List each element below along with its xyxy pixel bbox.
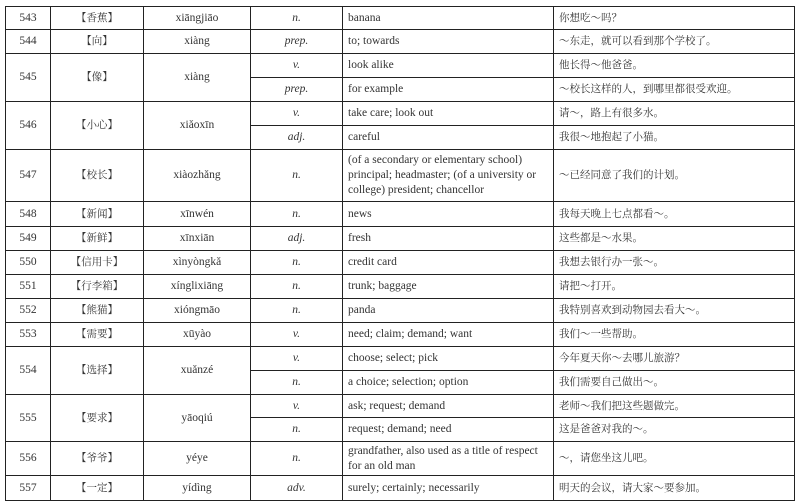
definition: trunk; baggage xyxy=(343,275,554,299)
part-of-speech: n. xyxy=(251,299,343,323)
definition: to; towards xyxy=(343,30,554,54)
table-row xyxy=(6,227,795,251)
part-of-speech: prep. xyxy=(251,78,343,102)
definition: need; claim; demand; want xyxy=(343,323,554,347)
entry-number: 544 xyxy=(6,30,51,54)
entry-pinyin: xīnxiān xyxy=(144,227,251,251)
example-sentence: ～东走，就可以看到那个学校了。 xyxy=(554,30,795,54)
example-sentence: 我们～一些帮助。 xyxy=(554,323,795,347)
table-row xyxy=(6,395,795,418)
entry-number: 543 xyxy=(6,7,51,30)
entry-pinyin: xiàng xyxy=(144,54,251,102)
entry-number: 554 xyxy=(6,347,51,395)
entry-number: 552 xyxy=(6,299,51,323)
entry-word: 【向】 xyxy=(51,30,144,54)
definition: (of a secondary or elementary school) principal; headmaster; (of a university or college) president; chancellor xyxy=(343,150,554,202)
example-sentence: 他长得～他爸爸。 xyxy=(554,54,795,78)
example-sentence: 明天的会议，请大家～要参加。 xyxy=(554,476,795,501)
entry-pinyin: xiàozhǎng xyxy=(144,150,251,202)
vocabulary-table-body xyxy=(6,7,795,501)
example-sentence: 这是爸爸对我的～。 xyxy=(554,418,795,442)
entry-word: 【需要】 xyxy=(51,323,144,347)
example-sentence: 我们需要自己做出～。 xyxy=(554,371,795,395)
example-sentence: 我特别喜欢到动物园去看大～。 xyxy=(554,299,795,323)
entry-pinyin: xínglixiāng xyxy=(144,275,251,299)
entry-number: 548 xyxy=(6,202,51,227)
table-row xyxy=(6,251,795,275)
definition: look alike xyxy=(343,54,554,78)
definition: grandfather, also used as a title of respect for an old man xyxy=(343,442,554,476)
definition: a choice; selection; option xyxy=(343,371,554,395)
example-sentence: ～已经同意了我们的计划。 xyxy=(554,150,795,202)
entry-word: 【像】 xyxy=(51,54,144,102)
entry-word: 【新鲜】 xyxy=(51,227,144,251)
table-row xyxy=(6,476,795,501)
example-sentence: 我很～地抱起了小猫。 xyxy=(554,126,795,150)
part-of-speech: adv. xyxy=(251,476,343,501)
entry-number: 546 xyxy=(6,102,51,150)
part-of-speech: v. xyxy=(251,102,343,126)
table-row xyxy=(6,7,795,30)
definition: choose; select; pick xyxy=(343,347,554,371)
part-of-speech: prep. xyxy=(251,30,343,54)
entry-number: 549 xyxy=(6,227,51,251)
example-sentence: 这些都是～水果。 xyxy=(554,227,795,251)
part-of-speech: n. xyxy=(251,442,343,476)
definition: banana xyxy=(343,7,554,30)
definition: news xyxy=(343,202,554,227)
part-of-speech: v. xyxy=(251,54,343,78)
entry-pinyin: xìnyòngkǎ xyxy=(144,251,251,275)
example-sentence: 请把～打开。 xyxy=(554,275,795,299)
table-row xyxy=(6,299,795,323)
definition: careful xyxy=(343,126,554,150)
vocabulary-table xyxy=(5,6,795,501)
entry-pinyin: xuǎnzé xyxy=(144,347,251,395)
example-sentence: 请～，路上有很多水。 xyxy=(554,102,795,126)
entry-word: 【一定】 xyxy=(51,476,144,501)
part-of-speech: v. xyxy=(251,395,343,418)
example-sentence: 你想吃～吗？ xyxy=(554,7,795,30)
definition: take care; look out xyxy=(343,102,554,126)
part-of-speech: v. xyxy=(251,323,343,347)
definition: request; demand; need xyxy=(343,418,554,442)
table-row xyxy=(6,323,795,347)
entry-pinyin: xiàng xyxy=(144,30,251,54)
entry-pinyin: xiāngjiāo xyxy=(144,7,251,30)
table-row xyxy=(6,442,795,476)
part-of-speech: n. xyxy=(251,371,343,395)
entry-word: 【要求】 xyxy=(51,395,144,442)
entry-pinyin: yāoqiú xyxy=(144,395,251,442)
part-of-speech: adj. xyxy=(251,227,343,251)
example-sentence: 老师～我们把这些题做完。 xyxy=(554,395,795,418)
part-of-speech: n. xyxy=(251,150,343,202)
entry-pinyin: yídìng xyxy=(144,476,251,501)
table-row xyxy=(6,275,795,299)
entry-word: 【校长】 xyxy=(51,150,144,202)
example-sentence: 我每天晚上七点都看～。 xyxy=(554,202,795,227)
entry-number: 557 xyxy=(6,476,51,501)
entry-number: 555 xyxy=(6,395,51,442)
part-of-speech: n. xyxy=(251,202,343,227)
definition: for example xyxy=(343,78,554,102)
example-sentence: 我想去银行办一张～。 xyxy=(554,251,795,275)
entry-pinyin: xīnwén xyxy=(144,202,251,227)
part-of-speech: n. xyxy=(251,7,343,30)
entry-word: 【选择】 xyxy=(51,347,144,395)
entry-number: 545 xyxy=(6,54,51,102)
table-row xyxy=(6,54,795,78)
entry-word: 【新闻】 xyxy=(51,202,144,227)
entry-number: 551 xyxy=(6,275,51,299)
table-row xyxy=(6,30,795,54)
entry-word: 【香蕉】 xyxy=(51,7,144,30)
example-sentence: 今年夏天你～去哪儿旅游？ xyxy=(554,347,795,371)
definition: ask; request; demand xyxy=(343,395,554,418)
entry-pinyin: xiǎoxīn xyxy=(144,102,251,150)
table-row xyxy=(6,150,795,202)
entry-pinyin: yéye xyxy=(144,442,251,476)
entry-pinyin: xūyào xyxy=(144,323,251,347)
example-sentence: ～校长这样的人，到哪里都很受欢迎。 xyxy=(554,78,795,102)
entry-word: 【信用卡】 xyxy=(51,251,144,275)
entry-pinyin: xióngmāo xyxy=(144,299,251,323)
part-of-speech: n. xyxy=(251,251,343,275)
entry-word: 【行李箱】 xyxy=(51,275,144,299)
entry-word: 【爷爷】 xyxy=(51,442,144,476)
part-of-speech: n. xyxy=(251,418,343,442)
definition: panda xyxy=(343,299,554,323)
example-sentence: ～，请您坐这儿吧。 xyxy=(554,442,795,476)
table-row xyxy=(6,202,795,227)
entry-number: 547 xyxy=(6,150,51,202)
entry-number: 550 xyxy=(6,251,51,275)
entry-word: 【熊猫】 xyxy=(51,299,144,323)
entry-number: 553 xyxy=(6,323,51,347)
definition: fresh xyxy=(343,227,554,251)
table-row xyxy=(6,347,795,371)
entry-number: 556 xyxy=(6,442,51,476)
part-of-speech: n. xyxy=(251,275,343,299)
definition: credit card xyxy=(343,251,554,275)
definition: surely; certainly; necessarily xyxy=(343,476,554,501)
table-row xyxy=(6,102,795,126)
part-of-speech: v. xyxy=(251,347,343,371)
entry-word: 【小心】 xyxy=(51,102,144,150)
part-of-speech: adj. xyxy=(251,126,343,150)
